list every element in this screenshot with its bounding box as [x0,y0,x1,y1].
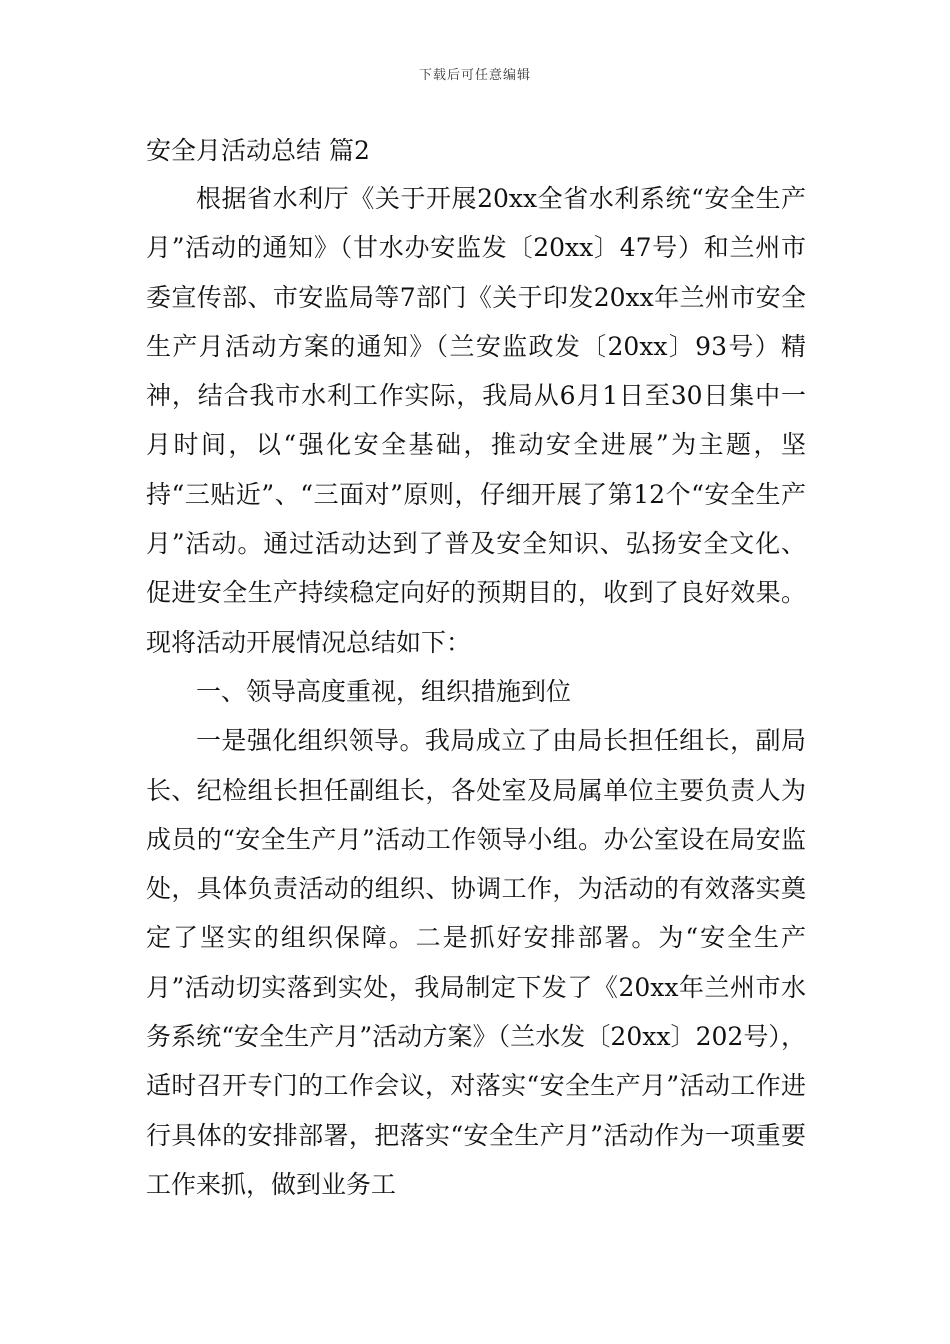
section-heading-1: 一、领导高度重视，组织措施到位 [196,676,572,706]
document-body [146,128,806,1209]
document-title: 安全月活动总结 篇2 [146,136,370,165]
paragraph-intro: 根据省水利厅《关于开展20xx全省水利系统“安全生产月”活动的通知》（甘水办安监发〔20xx〕47号）和兰州市委宣传部、市安监局等7部门《关于印发20xx年兰州市安全生产月活动方案的通知》（兰安监政发〔20xx〕93号）精神，结合我市水利工作实际，我局从6月1日至30日集中一月时间，以“强化安全基础，推动安全进展”为主题，坚持“三贴近”、“三面对”原则，仔细开展了第12个“安全生产月”活动。通过活动达到了普及安全知识、弘扬安全文化、促进安全生产持续稳定向好的预期目的，收到了良好效果。现将活动开展情况总结如下： [146,184,806,657]
page-header-note: 下载后可任意编辑 [418,68,531,83]
paragraph-organization: 一是强化组织领导。我局成立了由局长担任组长，副局长、纪检组长担任副组长，各处室及局属单位主要负责人为成员的“安全生产月”活动工作领导小组。办公室设在局安监处，具体负责活动的组织、协调工作，为活动的有效落实奠定了坚实的组织保障。二是抓好安排部署。为“安全生产月”活动切实落到实处，我局制定下发了《20xx年兰州市水务系统“安全生产月”活动方案》（兰水发〔20xx〕202号），适时召开专门的工作会议，对落实“安全生产月”活动工作进行具体的安排部署，把落实“安全生产月”活动作为一项重要工作来抓，做到业务工 [146,726,806,1199]
